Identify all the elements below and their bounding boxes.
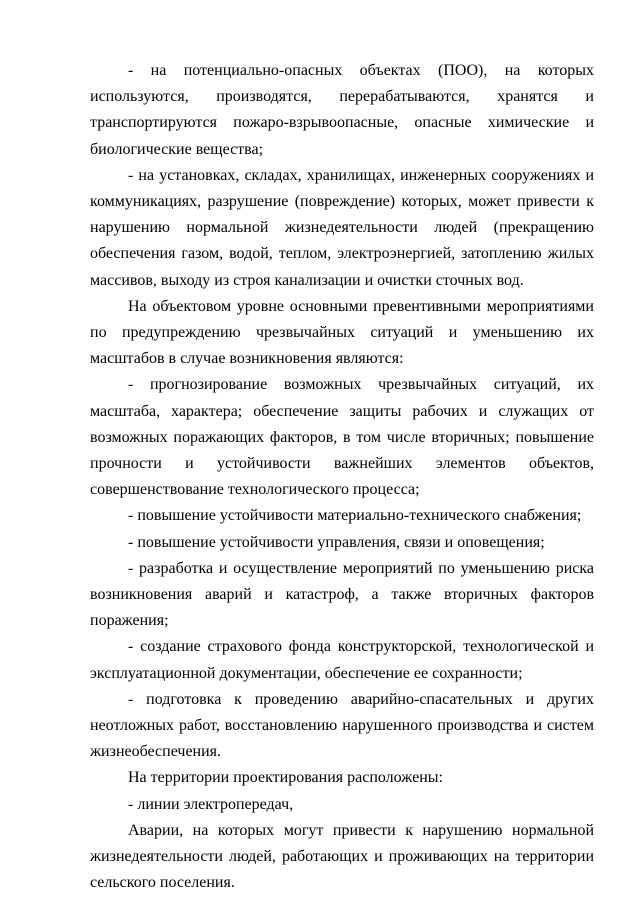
paragraph-power-lines: - линии электропередач, — [128, 795, 294, 813]
paragraph-risk-reduction: - разработка и осуществление мероприятий по уменьшению риска возникновения аварий и катастроф, а также вторичных факторов поражения; — [90, 559, 594, 630]
paragraph-territory-heading: На территории проектирования расположены: — [128, 769, 443, 787]
paragraph-poo-objects: - на потенциально-опасных объектах (ПОО), на которых используются, производятся, перерабатываются, хранятся и транспортируются пожаро-взрывоопасные, опасные химические и биологические вещества; — [90, 62, 594, 158]
paragraph-object-level-measures: На объектовом уровне основными превентивными мероприятиями по предупреждению чрезвычайных ситуаций и уменьшению их масштабов в случае возникновения являются: — [90, 297, 594, 368]
paragraph-supply-stability: - повышение устойчивости материально-технического снабжения; — [128, 507, 582, 525]
document-body — [90, 58, 594, 897]
paragraph-management-stability: - повышение устойчивости управления, связи и оповещения; — [128, 533, 545, 551]
paragraph-installations: - на установках, складах, хранилищах, инженерных сооружениях и коммуникациях, разрушение (повреждение) которых, может привести к нарушению нормальной жизнедеятельности людей (прекращению обеспечения газом, водой, теплом, электроэнергией, затоплению жилых массивов, выходу из строя канализации и очистки сточных вод. — [90, 166, 594, 289]
paragraph-insurance-fund: - создание страхового фонда конструкторской, технологической и эксплуатационной документации, обеспечение ее сохранности; — [90, 638, 594, 682]
paragraph-rescue-preparation: - подготовка к проведению аварийно-спасательных и других неотложных работ, восстановлению нарушенного производства и систем жизнеобеспечения. — [90, 690, 594, 761]
paragraph-forecasting: - прогнозирование возможных чрезвычайных ситуаций, их масштаба, характера; обеспечение защиты рабочих и служащих от возможных поражающих факторов, в том числе вторичных; повышение прочности и устойчивости важнейших элементов объектов, совершенствование технологического процесса; — [90, 376, 594, 499]
paragraph-accidents: Аварии, на которых могут привести к нарушению нормальной жизнедеятельности людей, работающих и проживающих на территории сельского поселения. — [90, 821, 594, 892]
